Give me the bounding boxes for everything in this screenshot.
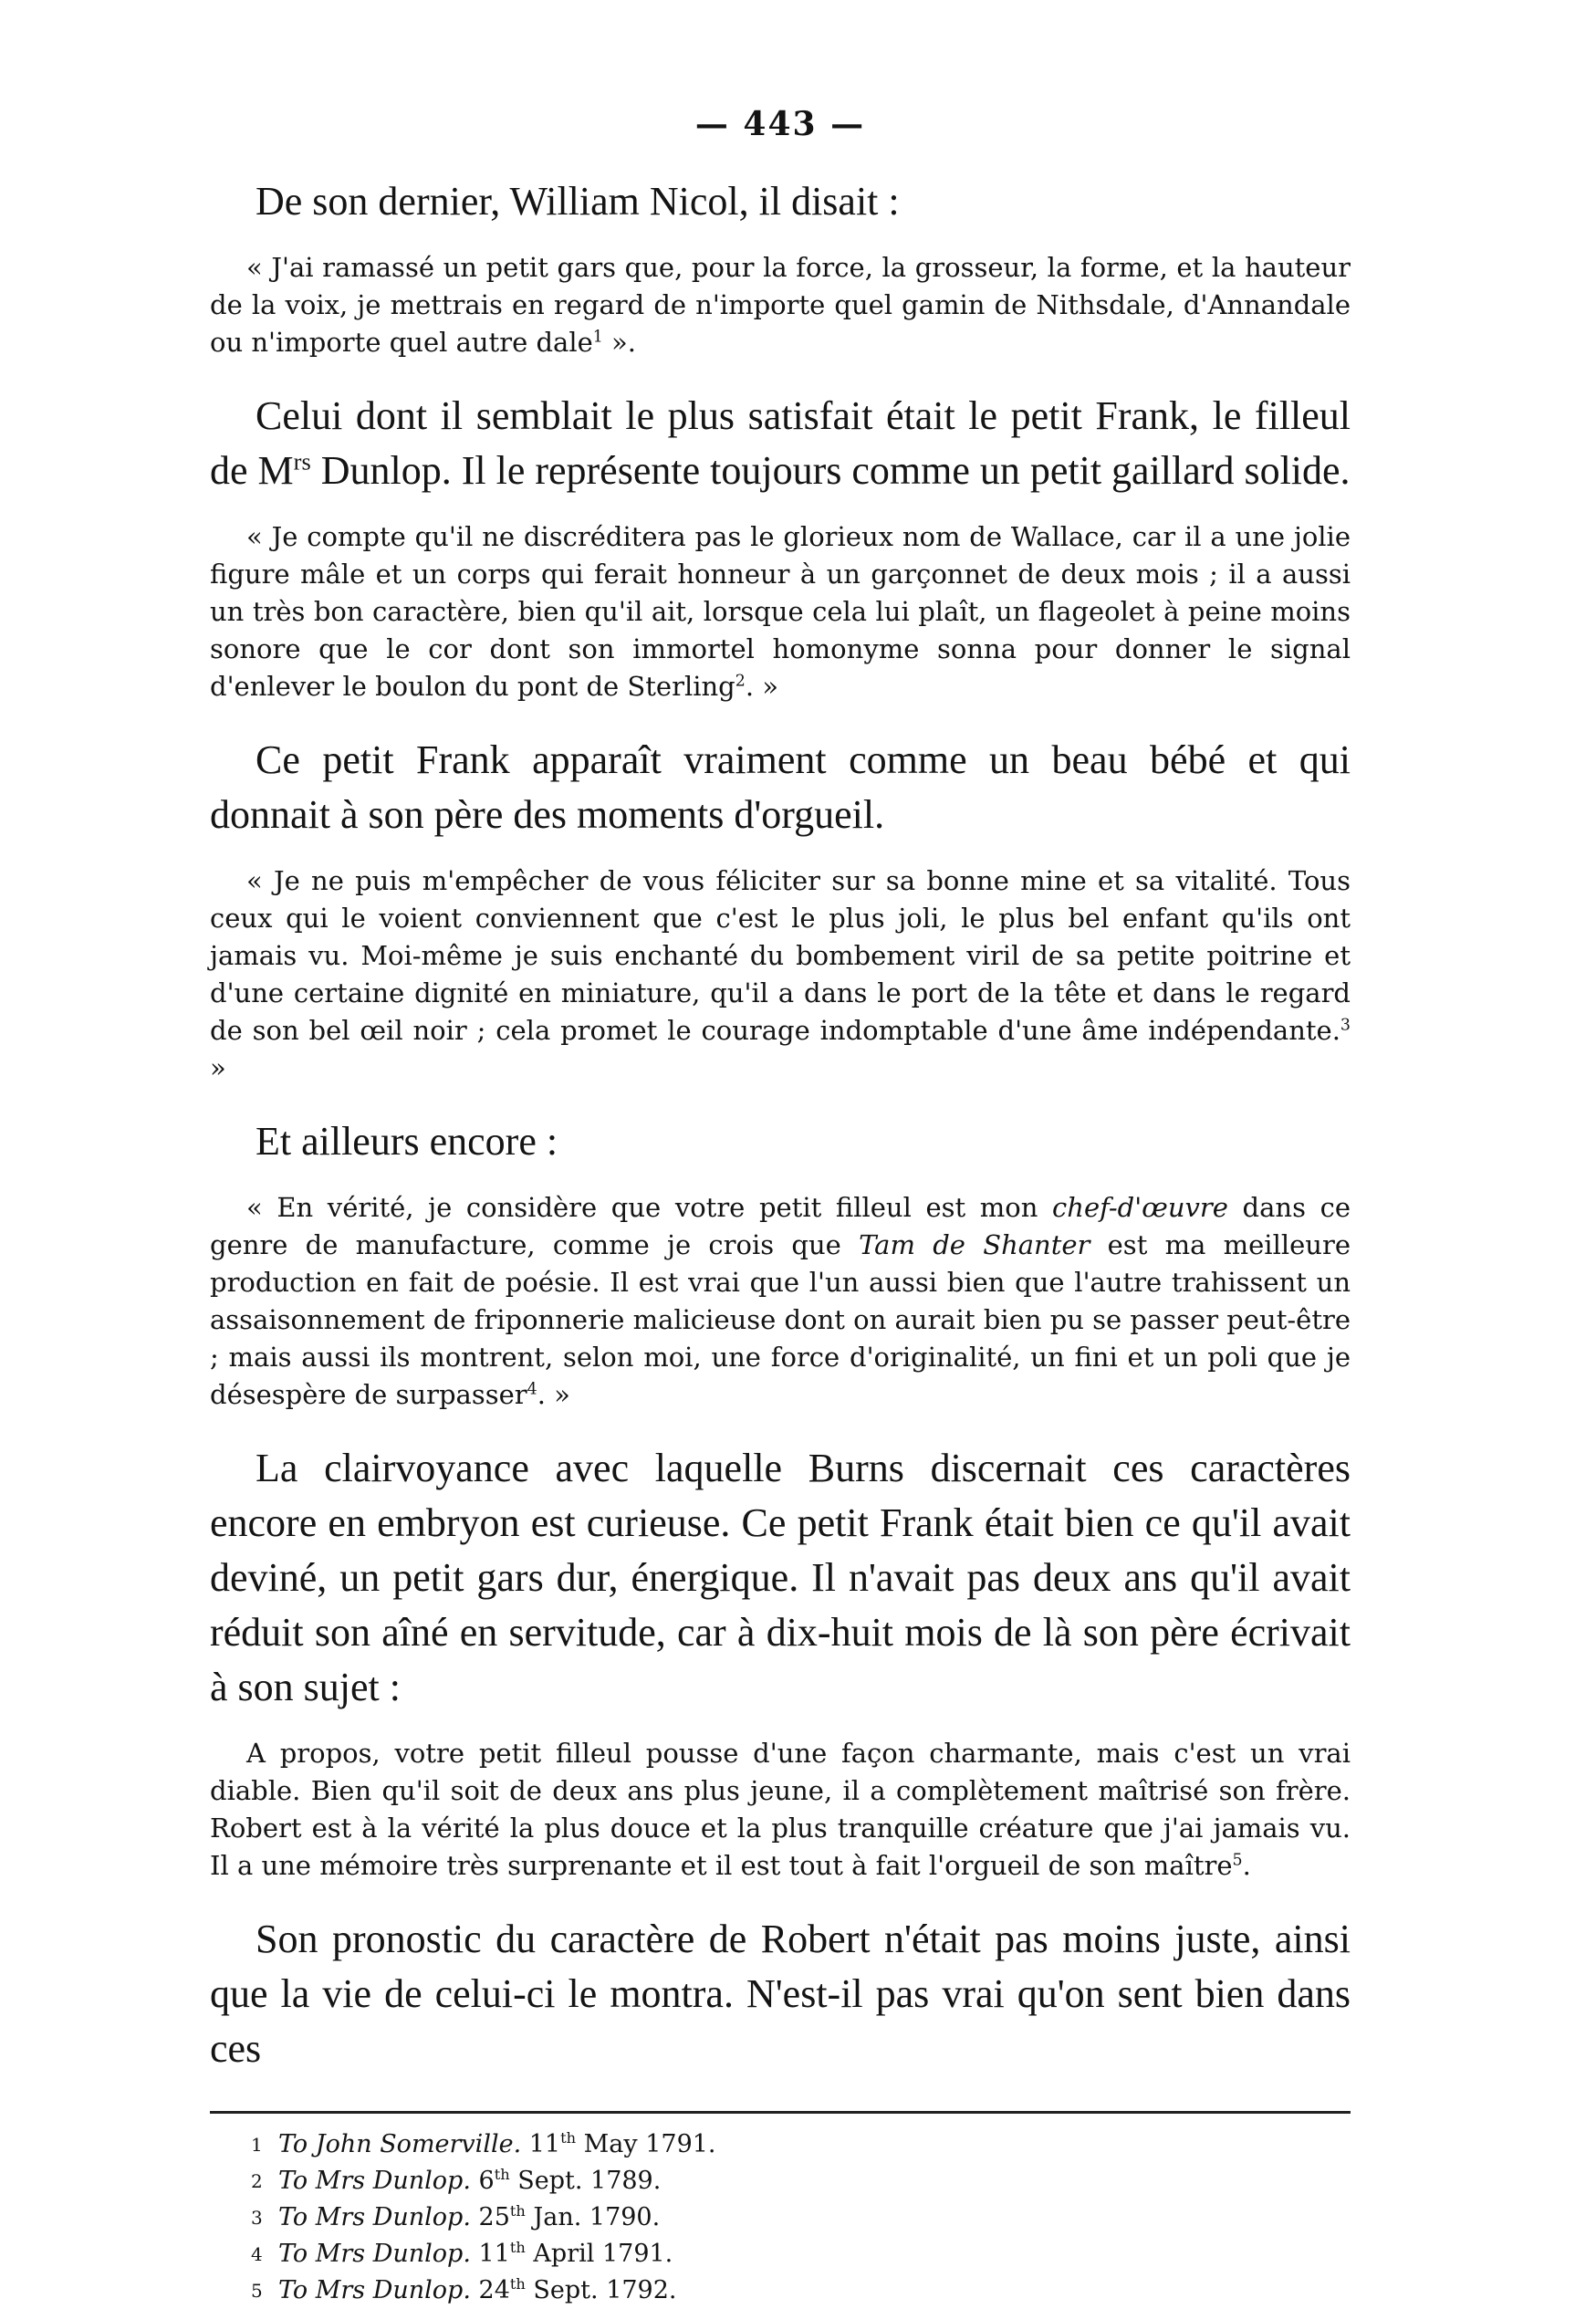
paragraph-4-text: Et ailleurs encore :	[256, 1119, 558, 1164]
quote-4-text-b: dans ce genre de manufacture, comme je crois que	[210, 1192, 1351, 1260]
paragraph-4	[210, 1114, 1351, 1169]
footnote-4-title: To Mrs Dunlop.	[278, 2240, 471, 2268]
quote-1-end: ».	[602, 327, 637, 358]
footnote-4	[251, 2236, 1351, 2272]
quote-4-end: . »	[537, 1379, 570, 1410]
footnote-2-date: Sept. 1789.	[517, 2167, 662, 2195]
quote-1-text: « J'ai ramassé un petit gars que, pour la force, la grosseur, la forme, et la hauteur de la voix, je mettrais en regard de n'importe quel gamin de Nithsdale, d'Annandale ou n'importe quel autre dale	[210, 252, 1351, 358]
quote-3-end: »	[210, 1052, 226, 1083]
page-number: — 443 —	[694, 105, 866, 143]
quote-1	[210, 249, 1351, 361]
paragraph-3	[210, 733, 1351, 842]
footnote-1-title: To John Somerville.	[278, 2130, 522, 2158]
footnote-5-day: 24	[478, 2276, 510, 2304]
footnote-1-number: 1	[251, 2134, 263, 2156]
quote-5	[210, 1735, 1351, 1885]
quote-5-end: .	[1242, 1850, 1251, 1881]
footnote-ref-2: 2	[735, 672, 746, 691]
quote-4-text-c: est ma meilleure production en fait de poésie. Il est vrai que l'un aussi bien que l'autre trahissent un assaisonnement de friponnerie malicieuse dont on aurait bien pu se passer peut-être ; mais aussi ils montrent, selon moi, une force d'originalité, un fini et un poli que je désespère de surpasser	[210, 1229, 1351, 1410]
footnotes	[210, 2126, 1351, 2309]
footnote-2	[251, 2163, 1351, 2199]
footnote-5-date: Sept. 1792.	[533, 2276, 677, 2304]
footnote-ref-3: 3	[1340, 1016, 1351, 1035]
footnote-1-day: 11	[528, 2130, 561, 2158]
document-page	[210, 105, 1351, 2309]
quote-4-text-a: « En vérité, je considère que votre petit filleul est mon	[246, 1192, 1053, 1223]
footnote-4-date: April 1791.	[533, 2240, 673, 2268]
footnote-5-suffix: th	[509, 2275, 526, 2293]
footnote-5-number: 5	[251, 2280, 263, 2302]
footnote-ref-4: 4	[527, 1380, 537, 1399]
footnote-ref-5: 5	[1232, 1851, 1243, 1870]
quote-2-end: . »	[745, 671, 779, 702]
quote-4	[210, 1189, 1351, 1414]
footnote-3-number: 3	[251, 2207, 263, 2229]
paragraph-5	[210, 1441, 1351, 1715]
footnote-4-day: 11	[478, 2240, 510, 2268]
footnote-5-title: To Mrs Dunlop.	[278, 2276, 471, 2304]
footnote-2-day: 6	[478, 2167, 495, 2195]
footnote-5	[251, 2272, 1351, 2309]
footnote-divider	[210, 2111, 1351, 2114]
quote-4-italic-2: Tam de Shanter	[859, 1229, 1090, 1260]
paragraph-6-text: Son pronostic du caractère de Robert n'était pas moins juste, ainsi que la vie de celui-ci le montra. N'est-il pas vrai qu'on sent bien dans ces	[210, 1917, 1351, 2071]
superscript-rs: rs	[293, 447, 311, 475]
footnote-3-date: Jan. 1790.	[533, 2203, 661, 2231]
footnote-1-suffix: th	[560, 2129, 577, 2147]
footnote-3-suffix: th	[509, 2202, 526, 2220]
quote-3	[210, 862, 1351, 1087]
paragraph-2-text: Celui dont il semblait le plus satisfait était le petit Frank, le filleul de M	[210, 393, 1351, 493]
footnote-2-number: 2	[251, 2170, 263, 2192]
paragraph-2	[210, 389, 1351, 498]
paragraph-5-text: La clairvoyance avec laquelle Burns discernait ces caractères encore en embryon est curieuse. Ce petit Frank était bien ce qu'il avait deviné, un petit gars dur, énergique. Il n'avait pas deux ans qu'il avait réduit son aîné en servitude, car à dix-huit mois de là son père écrivait à son sujet :	[210, 1446, 1351, 1709]
paragraph-1-text: De son dernier, William Nicol, il disait :	[256, 179, 900, 224]
footnote-1-date: May 1791.	[583, 2130, 716, 2158]
footnote-4-suffix: th	[509, 2239, 526, 2256]
footnote-3-title: To Mrs Dunlop.	[278, 2203, 471, 2231]
paragraph-1	[210, 174, 1351, 229]
footnote-2-suffix: th	[494, 2166, 510, 2183]
paragraph-3-text: Ce petit Frank apparaît vraiment comme un beau bébé et qui donnait à son père des moments d'orgueil.	[210, 737, 1351, 837]
quote-2-text: « Je compte qu'il ne discréditera pas le glorieux nom de Wallace, car il a une jolie figure mâle et un corps qui ferait honneur à un garçonnet de deux mois ; il a aussi un très bon caractère, bien qu'il ait, lorsque cela lui plaît, un flageolet à peine moins sonore que le cor dont son immortel homonyme sonna pour donner le signal d'enlever le boulon du pont de Sterling	[210, 521, 1351, 702]
footnote-3-day: 25	[478, 2203, 510, 2231]
quote-4-italic-1: chef-d'œuvre	[1052, 1192, 1228, 1223]
footnote-1	[251, 2126, 1351, 2163]
footnote-ref-1: 1	[592, 328, 603, 347]
quote-5-text: A propos, votre petit filleul pousse d'une façon charmante, mais c'est un vrai diable. Bien qu'il soit de deux ans plus jeune, il a complètement maîtrisé son frère. Robert est à la vérité la plus douce et la plus tranquille créature que j'ai jamais vu. Il a une mémoire très surprenante et il est tout à fait l'orgueil de son maître	[210, 1738, 1351, 1881]
footnote-2-title: To Mrs Dunlop.	[278, 2167, 471, 2195]
paragraph-6	[210, 1912, 1351, 2076]
footnote-3	[251, 2199, 1351, 2236]
footnote-4-number: 4	[251, 2243, 263, 2265]
quote-2	[210, 518, 1351, 705]
paragraph-2-end: Dunlop. Il le représente toujours comme un petit gaillard solide.	[310, 448, 1351, 493]
quote-3-text: « Je ne puis m'empêcher de vous féliciter sur sa bonne mine et sa vitalité. Tous ceux qui le voient conviennent que c'est le plus joli, le plus bel enfant qu'ils ont jamais vu. Moi-même je suis enchanté du bombement viril de sa petite poitrine et d'une certaine dignité en miniature, qu'il a dans le port de la tête et dans le regard de son bel œil noir ; cela promet le courage indomptable d'une âme indépendante.	[210, 865, 1351, 1046]
